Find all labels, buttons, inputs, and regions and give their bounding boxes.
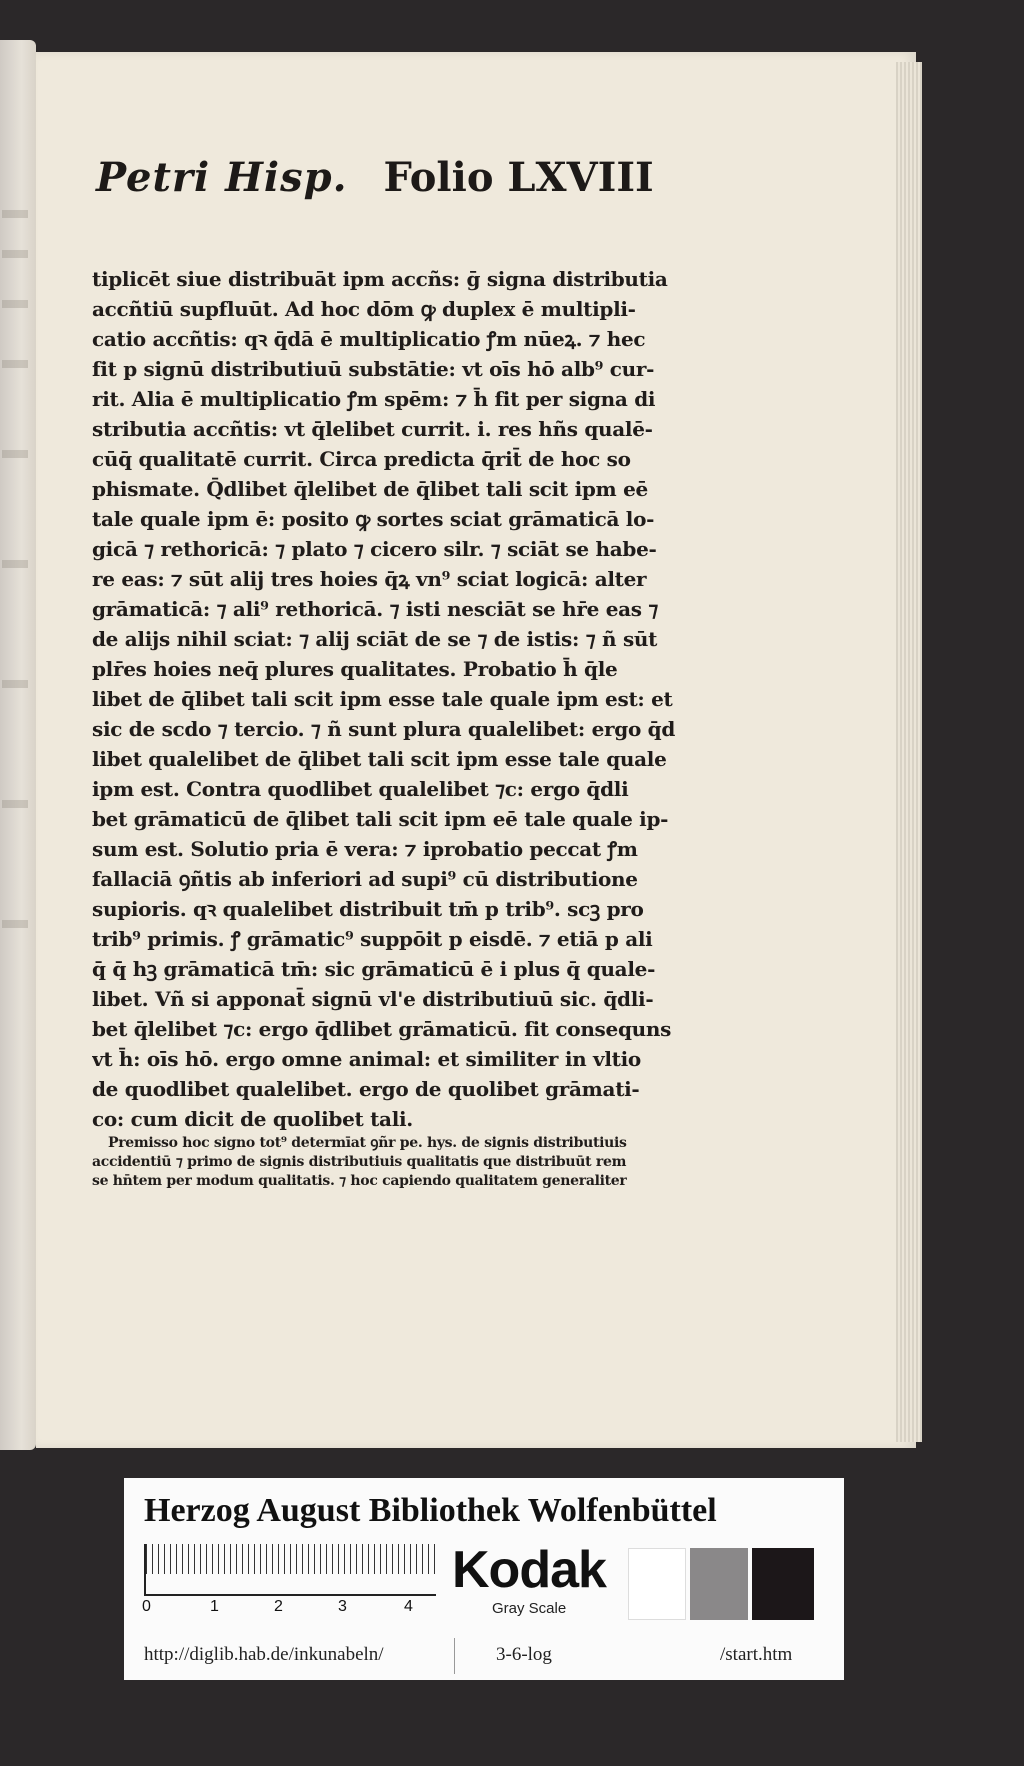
kodak-logo: Kodak [452, 1541, 606, 1599]
text-line: sum est. Solutio pria ē vera: ⁊ iprobatio peccat ꝭm [92, 837, 638, 861]
white-swatch [628, 1548, 686, 1620]
note-line: accidentiū ⁊ primo de signis distributiuis qualitatis que distribuūt rem [92, 1154, 627, 1170]
ruler-number: 0 [142, 1598, 151, 1615]
text-line: de alijs nihil sciat: ⁊ alij sciāt de se ⁊ de istis: ⁊ ñ sūt [92, 627, 658, 651]
text-line: stributia accñtis: vt q̄lelibet currit. i. res hñs qualē- [92, 417, 653, 441]
text-line: gicā ⁊ rethoricā: ⁊ plato ⁊ cicero silr. ⁊ sciāt se habe- [92, 537, 657, 561]
bleed-mark [2, 360, 28, 368]
shelf-code: 3-6-log [496, 1644, 552, 1665]
bleed-mark [2, 800, 28, 808]
source-url: http://diglib.hab.de/inkunabeln/ [144, 1644, 384, 1665]
text-line: plr̄es hoies neq̄ plures qualitates. Probatio h̄ q̄le [92, 657, 618, 681]
text-line: q̄ q̄ hꝫ grāmaticā tm̄: sic grāmaticū ē i plus q̄ quale- [92, 957, 656, 981]
gray-swatch [690, 1548, 748, 1620]
text-line: accñtiū supfluūt. Ad hoc dōm ꝙ duplex ē multipli- [92, 297, 636, 321]
text-line: de quodlibet qualelibet. ergo de quolibet grāmati- [92, 1077, 640, 1101]
text-line: cūq̄ qualitatē currit. Circa predicta q̄rit̄ de hoc so [92, 447, 631, 471]
text-line: co: cum dicit de quolibet tali. [92, 1107, 413, 1131]
ruler-number: 4 [404, 1598, 413, 1615]
text-line: rit. Alia ē multiplicatio ꝭm spēm: ⁊ h̄ fit per signa di [92, 387, 656, 411]
bleed-mark [2, 300, 28, 308]
target-footer [124, 1638, 844, 1676]
text-line: ipm est. Contra quodlibet qualelibet ⁊c: ergo q̄dli [92, 777, 629, 801]
facing-page-edge [0, 40, 36, 1450]
bleed-mark [2, 560, 28, 568]
note-line: se hn̄tem per modum qualitatis. ⁊ hoc capiendo qualitatem generaliter [92, 1173, 627, 1189]
text-line: fallaciā ꝯñtis ab inferiori ad supi⁹ cū distributione [92, 867, 638, 891]
bleed-mark [2, 920, 28, 928]
text-line: re eas: ⁊ sūt alij tres hoies q̄ꝝ vn⁹ sciat logicā: alter [92, 567, 647, 591]
text-line: grāmaticā: ⁊ ali⁹ rethoricā. ⁊ isti nesciāt se hr̄e eas ⁊ [92, 597, 659, 621]
text-line: fit p signū distributiuū substātie: vt oīs hō alb⁹ cur- [92, 357, 655, 381]
page-header [96, 142, 716, 212]
library-name: Herzog August Bibliothek Wolfenbüttel [144, 1492, 717, 1529]
ruler-number: 2 [274, 1598, 283, 1615]
ruler-number: 1 [210, 1598, 219, 1615]
bleed-mark [2, 680, 28, 688]
page-fore-edge [896, 62, 922, 1442]
text-line: tale quale ipm ē: posito ꝙ sortes sciat grāmaticā lo- [92, 507, 655, 531]
color-target [124, 1478, 844, 1680]
text-line: bet q̄lelibet ⁊c: ergo q̄dlibet grāmaticū. fit consequns [92, 1017, 672, 1041]
text-line: sic de scdo ⁊ tercio. ⁊ ñ sunt plura qualelibet: ergo q̄d [92, 717, 676, 741]
text-line: vt h̄: oīs hō. ergo omne animal: et similiter in vltio [92, 1047, 641, 1071]
bleed-mark [2, 210, 28, 218]
text-line: libet. Vñ si apponat̄ signū vl'e distributiuū sic. q̄dli- [92, 987, 654, 1011]
text-line: tiplicēt siue distribuāt ipm accñs: ḡ signa distributia [92, 267, 668, 291]
text-line: phismate. Q̄dlibet q̄lelibet de q̄libet tali scit ipm eē [92, 477, 648, 501]
ruler-number: 3 [338, 1598, 347, 1615]
text-line: catio accñtis: qꝛ q̄dā ē multiplicatio ꝭm nūeꝝ. ⁊ hec [92, 327, 646, 351]
text-line: trib⁹ primis. ꝭ grāmatic⁹ suppōit p eisdē. ⁊ etiā p ali [92, 927, 653, 951]
start-link: /start.htm [720, 1644, 793, 1665]
running-head-author: Petri Hisp. [96, 153, 348, 201]
text-line: libet qualelibet de q̄libet tali scit ipm esse tale quale [92, 747, 667, 771]
black-swatch [752, 1548, 814, 1620]
footer-divider [454, 1638, 455, 1674]
text-line: bet grāmaticū de q̄libet tali scit ipm eē tale quale ip- [92, 807, 669, 831]
text-line: supioris. qꝛ qualelibet distribuit tm̄ p trib⁹. scꝫ pro [92, 897, 644, 921]
folio-number: Folio LXVIII [383, 153, 654, 201]
text-line: libet de q̄libet tali scit ipm esse tale quale ipm est: et [92, 687, 673, 711]
gray-scale-label: Gray Scale [492, 1600, 567, 1617]
note-line: Premisso hoc signo tot⁹ determīat ꝯñr pe. hys. de signis distributiuis [108, 1135, 627, 1151]
scale-ruler [144, 1544, 436, 1596]
bleed-mark [2, 250, 28, 258]
bleed-mark [2, 450, 28, 458]
book-page [36, 52, 916, 1448]
body-text [92, 264, 732, 1191]
